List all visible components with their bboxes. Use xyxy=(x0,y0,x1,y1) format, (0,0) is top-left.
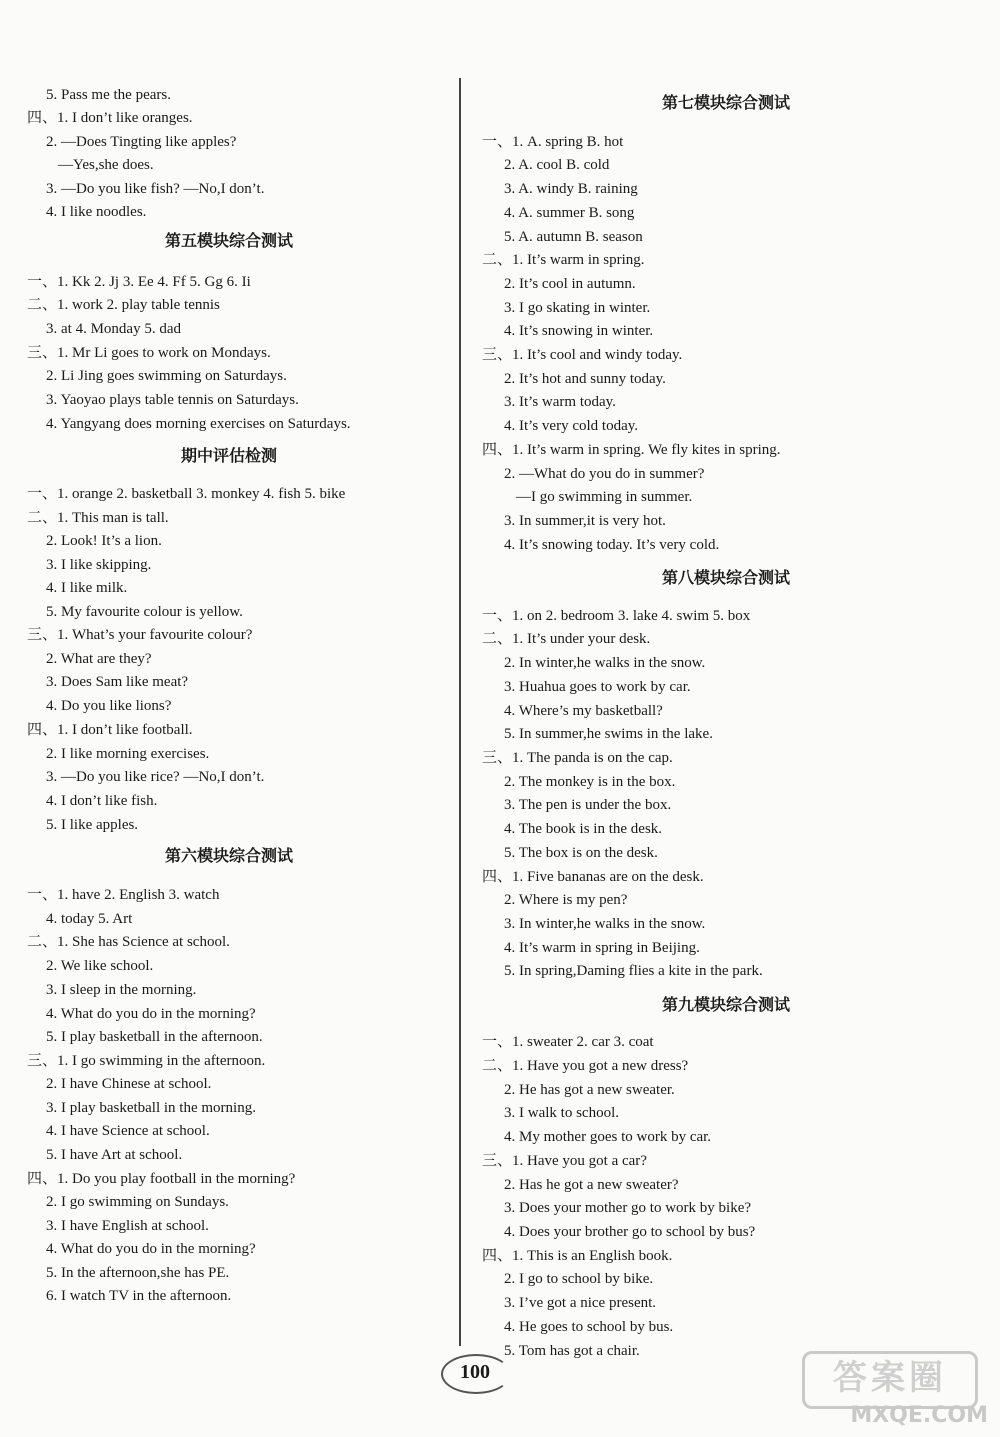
answer-line: 四、1. Do you play football in the morning? xyxy=(27,1171,296,1187)
answer-line: 一、1. on 2. bedroom 3. lake 4. swim 5. box xyxy=(482,608,751,624)
answer-line: 3. Does your mother go to work by bike? xyxy=(504,1200,752,1216)
answer-line: 3. I like skipping. xyxy=(46,557,152,573)
answer-line: 四、1. I don’t like football. xyxy=(27,722,193,738)
answer-line: 5. I like apples. xyxy=(46,817,139,833)
answer-line: 3. Huahua goes to work by car. xyxy=(504,679,691,695)
answer-line: 4. Do you like lions? xyxy=(46,698,172,714)
answer-line: 2. Where is my pen? xyxy=(504,892,628,908)
answer-line: 3. —Do you like fish? —No,I don’t. xyxy=(46,181,265,197)
answer-line: 3. —Do you like rice? —No,I don’t. xyxy=(46,769,265,785)
section-heading: 期中评估检测 xyxy=(180,446,277,465)
answer-line: 4. A. summer B. song xyxy=(504,205,635,221)
answer-line: 一、1. A. spring B. hot xyxy=(482,134,624,150)
answer-line: 二、1. work 2. play table tennis xyxy=(27,297,220,313)
answer-line: 一、1. sweater 2. car 3. coat xyxy=(482,1034,654,1050)
answer-line: 3. In summer,it is very hot. xyxy=(504,513,666,529)
answer-line: 4. Where’s my basketball? xyxy=(504,703,663,719)
answer-line: 四、1. This is an English book. xyxy=(482,1248,673,1264)
answer-line: 6. I watch TV in the afternoon. xyxy=(46,1288,232,1304)
answer-line: 四、1. It’s warm in spring. We fly kites in spring. xyxy=(482,442,781,458)
answer-line: 3. I sleep in the morning. xyxy=(46,982,197,998)
answer-line: 3. A. windy B. raining xyxy=(504,181,638,197)
answer-line: 5. In summer,he swims in the lake. xyxy=(504,726,713,742)
answer-line: 2. It’s cool in autumn. xyxy=(504,276,636,292)
answer-line: 三、1. What’s your favourite colour? xyxy=(27,627,253,643)
section-heading: 第五模块综合测试 xyxy=(164,231,293,250)
answer-line: 5. In the afternoon,she has PE. xyxy=(46,1265,230,1281)
page-number-badge xyxy=(445,1352,505,1392)
answer-line: 4. I like milk. xyxy=(46,580,128,596)
answer-line: 5. A. autumn B. season xyxy=(504,229,643,245)
answer-line: 4. My mother goes to work by car. xyxy=(504,1129,712,1145)
answer-line: 3. The pen is under the box. xyxy=(504,797,672,813)
answer-line: 2. I go to school by bike. xyxy=(504,1271,654,1287)
answer-line: 四、1. Five bananas are on the desk. xyxy=(482,869,704,885)
answer-line: 二、1. She has Science at school. xyxy=(27,934,230,950)
answer-line: 4. It’s very cold today. xyxy=(504,418,638,434)
watermark xyxy=(798,1351,988,1431)
answer-line: 2. I have Chinese at school. xyxy=(46,1076,212,1092)
answer-line: 2. The monkey is in the box. xyxy=(504,774,676,790)
answer-line: 二、1. This man is tall. xyxy=(27,510,169,526)
answer-line: 4. I have Science at school. xyxy=(46,1123,210,1139)
answer-line: 3. I have English at school. xyxy=(46,1218,209,1234)
answer-line: 2. It’s hot and sunny today. xyxy=(504,371,666,387)
answer-line: 4. What do you do in the morning? xyxy=(46,1006,256,1022)
answer-line: 3. In winter,he walks in the snow. xyxy=(504,916,706,932)
answer-line: 4. He goes to school by bus. xyxy=(504,1319,674,1335)
answer-line: 4. What do you do in the morning? xyxy=(46,1241,256,1257)
answer-line: 3. I walk to school. xyxy=(504,1105,619,1121)
answer-line: 3. Does Sam like meat? xyxy=(46,674,189,690)
section-heading: 第八模块综合测试 xyxy=(661,568,790,587)
answer-line: 三、1. I go swimming in the afternoon. xyxy=(27,1053,266,1069)
answer-line: 5. In spring,Daming flies a kite in the park. xyxy=(504,963,763,979)
answer-line: 4. The book is in the desk. xyxy=(504,821,663,837)
answer-line: 3. at 4. Monday 5. dad xyxy=(46,321,181,337)
answer-line: —I go swimming in summer. xyxy=(516,489,693,505)
answer-line: 2. We like school. xyxy=(46,958,154,974)
answer-line: 二、1. It’s under your desk. xyxy=(482,631,651,647)
answer-line: 2. I go swimming on Sundays. xyxy=(46,1194,229,1210)
answer-line: —Yes,she does. xyxy=(58,157,154,173)
answer-line: 3. Yaoyao plays table tennis on Saturdays. xyxy=(46,392,299,408)
answer-line: 2. He has got a new sweater. xyxy=(504,1082,675,1098)
answer-line: 5. The box is on the desk. xyxy=(504,845,658,861)
answer-line: 三、1. Mr Li goes to work on Mondays. xyxy=(27,345,271,361)
answer-line: 一、1. orange 2. basketball 3. monkey 4. fish 5. bike xyxy=(27,486,346,502)
answer-line: 一、1. have 2. English 3. watch xyxy=(27,887,220,903)
answer-line: 三、1. It’s cool and windy today. xyxy=(482,347,683,363)
answer-line: 三、1. The panda is on the cap. xyxy=(482,750,673,766)
answer-line: 4. It’s snowing today. It’s very cold. xyxy=(504,537,720,553)
answer-line: 3. It’s warm today. xyxy=(504,394,616,410)
answer-line: 2. I like morning exercises. xyxy=(46,746,210,762)
section-heading: 第九模块综合测试 xyxy=(661,995,790,1014)
answer-line: 4. I like noodles. xyxy=(46,204,147,220)
answer-line: 4. It’s warm in spring in Beijing. xyxy=(504,940,700,956)
answer-line: 5. Pass me the pears. xyxy=(46,87,171,103)
answer-line: 2. Look! It’s a lion. xyxy=(46,533,162,549)
answer-line: 3. I go skating in winter. xyxy=(504,300,651,316)
answer-line: 4. I don’t like fish. xyxy=(46,793,158,809)
page-number: 100 xyxy=(460,1361,490,1383)
answer-line: 4. Yangyang does morning exercises on Saturdays. xyxy=(46,416,351,432)
section-heading: 第七模块综合测试 xyxy=(661,93,790,112)
answer-line: 三、1. Have you got a car? xyxy=(482,1153,647,1169)
answer-line: 二、1. Have you got a new dress? xyxy=(482,1058,689,1074)
answer-line: 2. Li Jing goes swimming on Saturdays. xyxy=(46,368,287,384)
answer-line: 2. —What do you do in summer? xyxy=(504,466,705,482)
answer-line: 4. today 5. Art xyxy=(46,911,133,927)
answer-line: 二、1. It’s warm in spring. xyxy=(482,252,645,268)
answer-line: 2. In winter,he walks in the snow. xyxy=(504,655,706,671)
watermark-badge: 答案圈 xyxy=(802,1351,978,1409)
answer-line: 一、1. Kk 2. Jj 3. Ee 4. Ff 5. Gg 6. Ii xyxy=(27,274,251,290)
answer-line: 2. What are they? xyxy=(46,651,152,667)
column-divider xyxy=(459,78,461,1346)
answer-line: 5. I have Art at school. xyxy=(46,1147,183,1163)
watermark-site: MXQE.COM xyxy=(850,1403,988,1428)
section-heading: 第六模块综合测试 xyxy=(164,846,293,865)
answer-line: 3. I’ve got a nice present. xyxy=(504,1295,657,1311)
answer-line: 3. I play basketball in the morning. xyxy=(46,1100,256,1116)
answer-line: 4. It’s snowing in winter. xyxy=(504,323,654,339)
answer-line: 2. Has he got a new sweater? xyxy=(504,1177,679,1193)
answer-line: 2. A. cool B. cold xyxy=(504,157,610,173)
answer-line: 5. I play basketball in the afternoon. xyxy=(46,1029,263,1045)
page-number-swirl-icon xyxy=(441,1354,511,1394)
answer-line: 5. Tom has got a chair. xyxy=(504,1343,640,1359)
answer-line: 四、1. I don’t like oranges. xyxy=(27,110,193,126)
answer-line: 5. My favourite colour is yellow. xyxy=(46,604,243,620)
answer-line: 4. Does your brother go to school by bus? xyxy=(504,1224,756,1240)
answer-line: 2. —Does Tingting like apples? xyxy=(46,134,237,150)
